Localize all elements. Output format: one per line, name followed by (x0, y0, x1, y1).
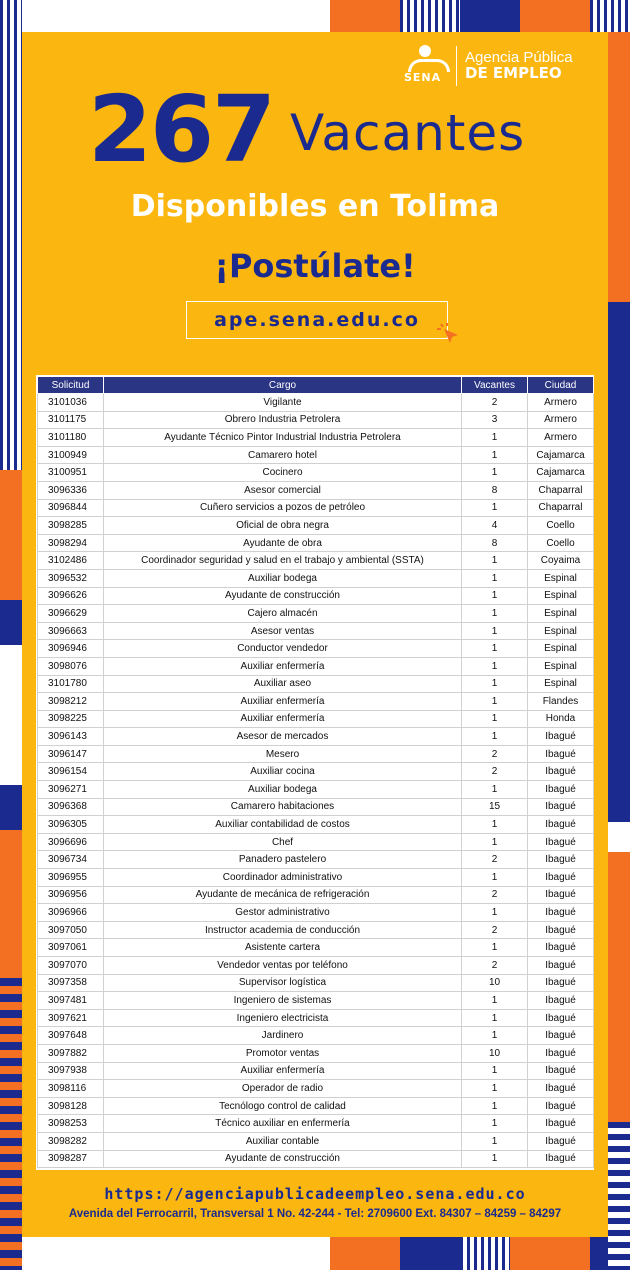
table-row (38, 1115, 594, 1133)
cell-cargo: Asesor de mercados (104, 728, 462, 746)
cell-cargo: Ingeniero de sistemas (104, 992, 462, 1010)
cell-ciudad: Espinal (528, 569, 594, 587)
cell-ciudad: Flandes (528, 693, 594, 711)
cell-cargo: Auxiliar contabilidad de costos (104, 816, 462, 834)
cell-vacantes: 2 (462, 745, 528, 763)
cell-ciudad: Armero (528, 394, 594, 412)
sena-logo-icon: SENA (404, 45, 448, 87)
left-white-gap (0, 645, 22, 785)
cell-vacantes: 1 (462, 1027, 528, 1045)
cell-solicitud: 3098212 (38, 693, 104, 711)
table-row (38, 851, 594, 869)
cell-ciudad: Ibagué (528, 833, 594, 851)
cell-solicitud: 3098128 (38, 1097, 104, 1115)
table-row (38, 534, 594, 552)
cell-cargo: Obrero Industria Petrolera (104, 411, 462, 429)
cell-cargo: Auxiliar bodega (104, 781, 462, 799)
cell-vacantes: 1 (462, 657, 528, 675)
table-row (38, 693, 594, 711)
right-orange-block (608, 32, 630, 302)
left-orange-block (0, 470, 22, 600)
cell-solicitud: 3097621 (38, 1009, 104, 1027)
cell-vacantes: 1 (462, 622, 528, 640)
cell-cargo: Camarero hotel (104, 446, 462, 464)
cell-ciudad: Ibagué (528, 798, 594, 816)
logo-divider (456, 46, 457, 86)
table-row (38, 1150, 594, 1168)
cell-vacantes: 1 (462, 710, 528, 728)
cell-cargo: Auxiliar enfermería (104, 710, 462, 728)
page-subtitle: Disponibles en Tolima (130, 189, 500, 224)
cell-cargo: Ayudante Técnico Pintor Industrial Industria Petrolera (104, 429, 462, 447)
cell-vacantes: 4 (462, 517, 528, 535)
table-row (38, 552, 594, 570)
cell-solicitud: 3097050 (38, 921, 104, 939)
cell-vacantes: 1 (462, 1132, 528, 1150)
bottom-navy-block (400, 1237, 460, 1270)
cell-cargo: Camarero habitaciones (104, 798, 462, 816)
cell-ciudad: Ibagué (528, 728, 594, 746)
logo-text (465, 50, 573, 82)
cell-cargo: Ingeniero electricista (104, 1009, 462, 1027)
cell-vacantes: 1 (462, 587, 528, 605)
table-header-row (38, 377, 594, 394)
table-row (38, 939, 594, 957)
cell-ciudad: Ibagué (528, 1027, 594, 1045)
cell-vacantes: 10 (462, 974, 528, 992)
cell-vacantes: 15 (462, 798, 528, 816)
table-row (38, 464, 594, 482)
header-vacantes: Vacantes (462, 377, 528, 394)
cell-ciudad: Espinal (528, 640, 594, 658)
table-row (38, 728, 594, 746)
cell-vacantes: 2 (462, 394, 528, 412)
cell-vacantes: 1 (462, 640, 528, 658)
cell-solicitud: 3096946 (38, 640, 104, 658)
cell-vacantes: 1 (462, 552, 528, 570)
cell-solicitud: 3096629 (38, 605, 104, 623)
table-row (38, 1132, 594, 1150)
table-row (38, 394, 594, 412)
table-row (38, 1097, 594, 1115)
cell-ciudad: Ibagué (528, 869, 594, 887)
logo-line-2: DE EMPLEO (465, 64, 562, 82)
left-bottom-stripes (0, 970, 22, 1270)
cell-cargo: Asistente cartera (104, 939, 462, 957)
cell-cargo: Técnico auxiliar en enfermería (104, 1115, 462, 1133)
cell-solicitud: 3097061 (38, 939, 104, 957)
cell-cargo: Ayudante de construcción (104, 587, 462, 605)
table-row (38, 1062, 594, 1080)
cell-vacantes: 1 (462, 869, 528, 887)
cell-ciudad: Ibagué (528, 1150, 594, 1168)
cell-solicitud: 3098294 (38, 534, 104, 552)
left-navy-block-2 (0, 785, 22, 830)
cell-vacantes: 2 (462, 957, 528, 975)
cell-ciudad: Ibagué (528, 886, 594, 904)
cell-solicitud: 3098225 (38, 710, 104, 728)
right-navy-block (608, 302, 630, 822)
cell-solicitud: 3096955 (38, 869, 104, 887)
agency-logo (404, 44, 584, 88)
table-row (38, 886, 594, 904)
bottom-orange-block (330, 1237, 400, 1270)
cell-cargo: Gestor administrativo (104, 904, 462, 922)
cell-solicitud: 3101036 (38, 394, 104, 412)
table-row (38, 957, 594, 975)
cell-solicitud: 3096305 (38, 816, 104, 834)
cell-vacantes: 1 (462, 904, 528, 922)
table-row (38, 798, 594, 816)
cell-ciudad: Ibagué (528, 1062, 594, 1080)
top-stripes (400, 0, 460, 32)
table-row (38, 869, 594, 887)
cell-ciudad: Ibagué (528, 1132, 594, 1150)
top-orange-block-2 (520, 0, 590, 32)
cell-cargo: Cocinero (104, 464, 462, 482)
cell-cargo: Ayudante de mecánica de refrigeración (104, 886, 462, 904)
cell-vacantes: 1 (462, 675, 528, 693)
footer-website-link[interactable]: https://agenciapublicadeempleo.sena.edu.co (104, 1185, 526, 1203)
cell-solicitud: 3096143 (38, 728, 104, 746)
table-row (38, 745, 594, 763)
right-white-gap (608, 822, 630, 852)
cell-cargo: Ayudante de obra (104, 534, 462, 552)
cell-cargo: Auxiliar enfermería (104, 1062, 462, 1080)
cell-ciudad: Ibagué (528, 921, 594, 939)
table-row (38, 974, 594, 992)
cell-cargo: Jardinero (104, 1027, 462, 1045)
cell-vacantes: 3 (462, 411, 528, 429)
cell-solicitud: 3097070 (38, 957, 104, 975)
cell-cargo: Auxiliar contable (104, 1132, 462, 1150)
bottom-navy-block-2 (590, 1237, 608, 1270)
cell-solicitud: 3096734 (38, 851, 104, 869)
cell-solicitud: 3096271 (38, 781, 104, 799)
cell-ciudad: Ibagué (528, 763, 594, 781)
cell-solicitud: 3097938 (38, 1062, 104, 1080)
cell-solicitud: 3096154 (38, 763, 104, 781)
cell-cargo: Promotor ventas (104, 1044, 462, 1062)
cell-solicitud: 3097882 (38, 1044, 104, 1062)
cell-solicitud: 3098287 (38, 1150, 104, 1168)
cell-vacantes: 1 (462, 1080, 528, 1098)
cell-cargo: Coordinador administrativo (104, 869, 462, 887)
left-orange-block-2 (0, 830, 22, 970)
table-row (38, 499, 594, 517)
cell-ciudad: Armero (528, 429, 594, 447)
cell-ciudad: Ibagué (528, 781, 594, 799)
vacancies-word: Vacantes (290, 104, 526, 162)
cell-ciudad: Ibagué (528, 1080, 594, 1098)
cell-vacantes: 1 (462, 939, 528, 957)
cell-solicitud: 3096966 (38, 904, 104, 922)
site-url-link[interactable]: ape.sena.edu.co (186, 301, 448, 339)
vacancies-table-container (36, 375, 594, 1170)
cell-vacantes: 1 (462, 1115, 528, 1133)
cell-cargo: Tecnólogo control de calidad (104, 1097, 462, 1115)
cursor-click-icon (436, 321, 464, 349)
cell-vacantes: 1 (462, 728, 528, 746)
cell-vacantes: 8 (462, 534, 528, 552)
cell-vacantes: 1 (462, 781, 528, 799)
table-row (38, 622, 594, 640)
cell-solicitud: 3097481 (38, 992, 104, 1010)
cell-solicitud: 3101175 (38, 411, 104, 429)
cell-vacantes: 1 (462, 816, 528, 834)
cell-ciudad: Chaparral (528, 499, 594, 517)
cell-cargo: Oficial de obra negra (104, 517, 462, 535)
cell-cargo: Ayudante de construcción (104, 1150, 462, 1168)
bottom-stripes (460, 1237, 510, 1270)
table-row (38, 587, 594, 605)
table-row (38, 411, 594, 429)
cell-vacantes: 1 (462, 1062, 528, 1080)
cell-ciudad: Espinal (528, 605, 594, 623)
cell-cargo: Asesor ventas (104, 622, 462, 640)
table-row (38, 605, 594, 623)
cell-vacantes: 1 (462, 464, 528, 482)
cell-cargo: Conductor vendedor (104, 640, 462, 658)
cell-solicitud: 3098253 (38, 1115, 104, 1133)
cell-ciudad: Ibagué (528, 957, 594, 975)
cell-solicitud: 3097648 (38, 1027, 104, 1045)
table-row (38, 904, 594, 922)
cell-ciudad: Ibagué (528, 904, 594, 922)
cell-solicitud: 3100949 (38, 446, 104, 464)
cell-vacantes: 1 (462, 605, 528, 623)
cell-ciudad: Ibagué (528, 1115, 594, 1133)
cell-ciudad: Ibagué (528, 1097, 594, 1115)
cell-solicitud: 3101180 (38, 429, 104, 447)
logo-line-1: Agencia Pública (465, 49, 573, 67)
cell-vacantes: 8 (462, 481, 528, 499)
header-solicitud: Solicitud (38, 377, 104, 394)
table-row (38, 446, 594, 464)
cell-cargo: Instructor academia de conducción (104, 921, 462, 939)
cell-vacantes: 1 (462, 446, 528, 464)
cell-solicitud: 3096368 (38, 798, 104, 816)
table-row (38, 710, 594, 728)
cell-ciudad: Espinal (528, 622, 594, 640)
cell-solicitud: 3096336 (38, 481, 104, 499)
cell-solicitud: 3101780 (38, 675, 104, 693)
cell-ciudad: Armero (528, 411, 594, 429)
cell-cargo: Auxiliar enfermería (104, 693, 462, 711)
table-row (38, 833, 594, 851)
cell-cargo: Auxiliar enfermería (104, 657, 462, 675)
cell-solicitud: 3098116 (38, 1080, 104, 1098)
cell-cargo: Coordinador seguridad y salud en el trabajo y ambiental (SSTA) (104, 552, 462, 570)
cell-ciudad: Cajamarca (528, 464, 594, 482)
right-bottom-stripes (608, 1122, 630, 1270)
right-orange-block-2 (608, 852, 630, 1122)
table-row (38, 640, 594, 658)
table-row (38, 675, 594, 693)
cell-solicitud: 3096663 (38, 622, 104, 640)
cell-vacantes: 1 (462, 1150, 528, 1168)
cell-ciudad: Ibagué (528, 939, 594, 957)
cell-solicitud: 3096626 (38, 587, 104, 605)
cell-ciudad: Espinal (528, 587, 594, 605)
cell-vacantes: 2 (462, 921, 528, 939)
cell-cargo: Supervisor logística (104, 974, 462, 992)
cell-cargo: Cajero almacén (104, 605, 462, 623)
cell-ciudad: Ibagué (528, 745, 594, 763)
cell-ciudad: Coello (528, 534, 594, 552)
cell-ciudad: Ibagué (528, 816, 594, 834)
cell-cargo: Panadero pastelero (104, 851, 462, 869)
table-row (38, 429, 594, 447)
table-row (38, 1080, 594, 1098)
table-row (38, 517, 594, 535)
cell-cargo: Auxiliar aseo (104, 675, 462, 693)
vacancies-table (37, 376, 594, 1168)
cell-ciudad: Chaparral (528, 481, 594, 499)
left-stripes-decoration (0, 0, 22, 470)
cell-vacantes: 2 (462, 763, 528, 781)
cell-vacantes: 10 (462, 1044, 528, 1062)
cell-solicitud: 3100951 (38, 464, 104, 482)
cell-solicitud: 3098076 (38, 657, 104, 675)
cell-ciudad: Cajamarca (528, 446, 594, 464)
top-right-stripes (590, 0, 630, 32)
cell-vacantes: 1 (462, 1097, 528, 1115)
cell-ciudad: Honda (528, 710, 594, 728)
cell-vacantes: 1 (462, 1009, 528, 1027)
cell-ciudad: Ibagué (528, 1009, 594, 1027)
table-row (38, 763, 594, 781)
table-row (38, 657, 594, 675)
cell-solicitud: 3097358 (38, 974, 104, 992)
cell-vacantes: 1 (462, 833, 528, 851)
cell-ciudad: Espinal (528, 657, 594, 675)
cell-ciudad: Ibagué (528, 1044, 594, 1062)
cell-ciudad: Coello (528, 517, 594, 535)
table-row (38, 1044, 594, 1062)
cell-vacantes: 1 (462, 992, 528, 1010)
table-row (38, 781, 594, 799)
cell-cargo: Vendedor ventas por teléfono (104, 957, 462, 975)
cell-cargo: Asesor comercial (104, 481, 462, 499)
cell-solicitud: 3096147 (38, 745, 104, 763)
cell-solicitud: 3098282 (38, 1132, 104, 1150)
header-ciudad: Ciudad (528, 377, 594, 394)
apply-call-to-action: ¡Postúlate! (214, 247, 416, 285)
cell-vacantes: 1 (462, 499, 528, 517)
cell-cargo: Operador de radio (104, 1080, 462, 1098)
cell-cargo: Mesero (104, 745, 462, 763)
cell-cargo: Chef (104, 833, 462, 851)
header-cargo: Cargo (104, 377, 462, 394)
cell-cargo: Auxiliar cocina (104, 763, 462, 781)
table-row (38, 1009, 594, 1027)
cell-vacantes: 1 (462, 429, 528, 447)
table-row (38, 921, 594, 939)
cell-solicitud: 3102486 (38, 552, 104, 570)
cell-solicitud: 3096696 (38, 833, 104, 851)
top-orange-block (330, 0, 400, 32)
table-row (38, 816, 594, 834)
table-row (38, 481, 594, 499)
vacancy-count: 267 (88, 76, 275, 183)
cell-ciudad: Ibagué (528, 992, 594, 1010)
table-row (38, 992, 594, 1010)
cell-solicitud: 3098285 (38, 517, 104, 535)
top-navy-block (460, 0, 520, 32)
cell-solicitud: 3096956 (38, 886, 104, 904)
cell-solicitud: 3096532 (38, 569, 104, 587)
table-row (38, 569, 594, 587)
table-row (38, 1027, 594, 1045)
footer-address: Avenida del Ferrocarril, Transversal 1 No. 42-244 - Tel: 2709600 Ext. 84307 – 84259 – 84297 (68, 1208, 562, 1220)
cell-cargo: Vigilante (104, 394, 462, 412)
cell-vacantes: 1 (462, 569, 528, 587)
cell-cargo: Cuñero servicios a pozos de petróleo (104, 499, 462, 517)
cell-solicitud: 3096844 (38, 499, 104, 517)
cell-vacantes: 2 (462, 886, 528, 904)
cell-ciudad: Ibagué (528, 851, 594, 869)
bottom-orange-block-2 (510, 1237, 590, 1270)
left-navy-block (0, 600, 22, 645)
table-body (38, 394, 594, 1168)
cell-vacantes: 1 (462, 693, 528, 711)
cell-ciudad: Coyaima (528, 552, 594, 570)
cell-ciudad: Ibagué (528, 974, 594, 992)
cell-cargo: Auxiliar bodega (104, 569, 462, 587)
cell-vacantes: 2 (462, 851, 528, 869)
cell-ciudad: Espinal (528, 675, 594, 693)
